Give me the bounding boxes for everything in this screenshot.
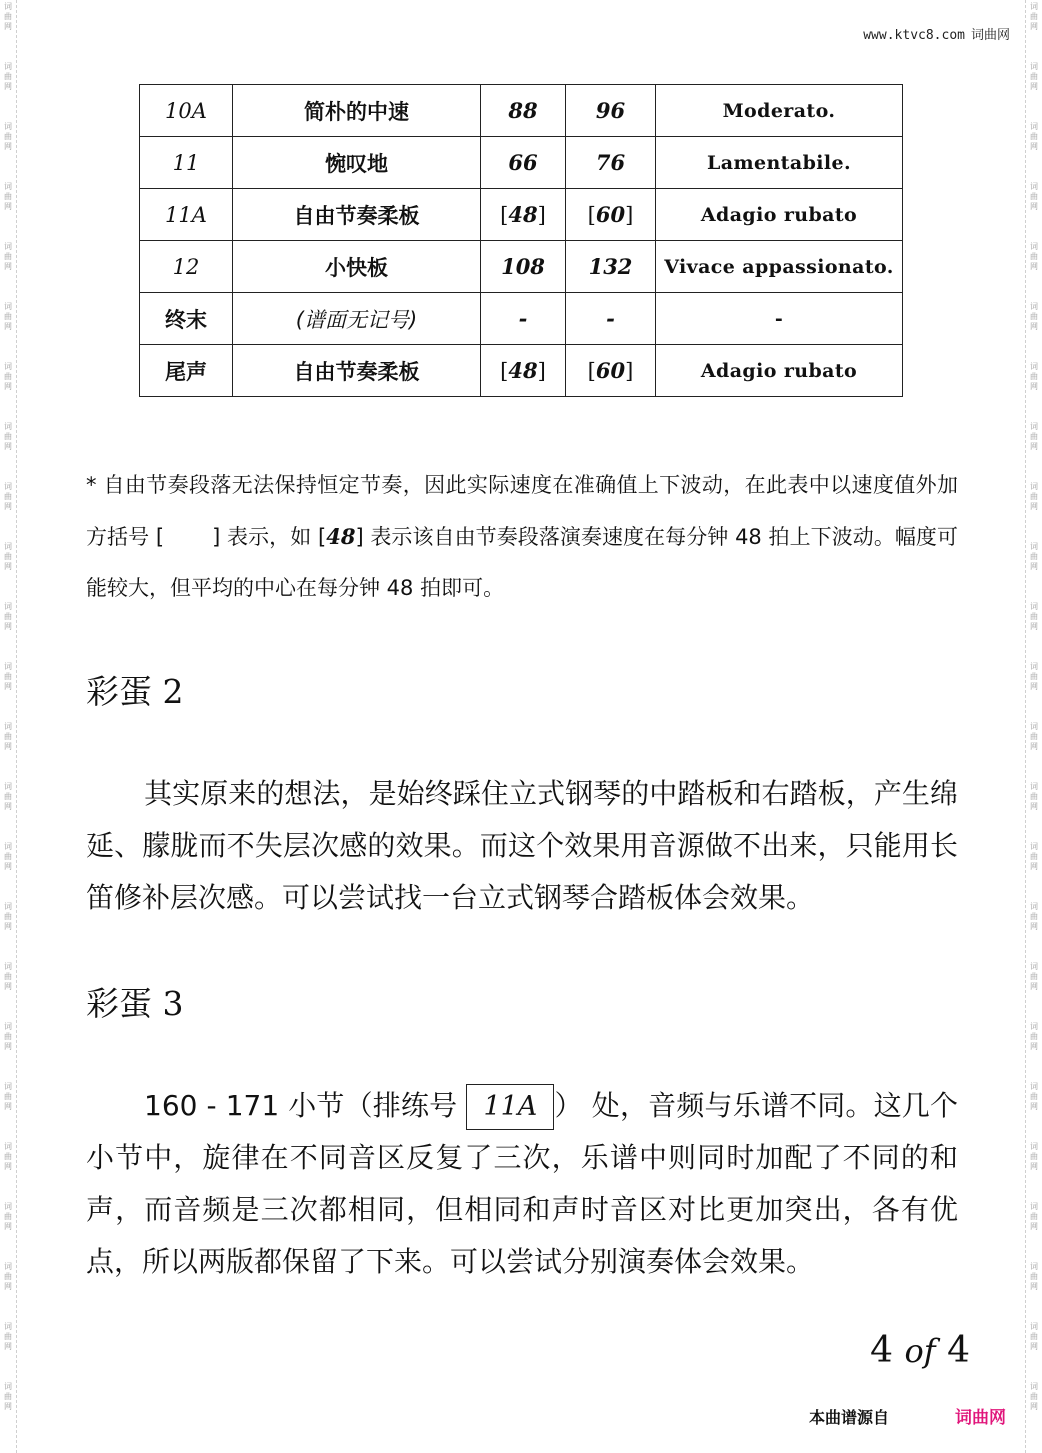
watermark-char: 词 [4, 842, 12, 851]
section-cell: 尾声 [140, 345, 233, 397]
section-cell: 11 [140, 137, 233, 189]
watermark-mark [1030, 1082, 1038, 1112]
watermark-mark [4, 1082, 12, 1112]
watermark-char: 曲 [4, 1152, 12, 1161]
bpm-low-cell-value: 48 [508, 202, 538, 227]
tempo-name-cell: 自由节奏柔板 [233, 345, 481, 397]
watermark-char: 网 [4, 562, 12, 571]
watermark-char: 曲 [1030, 492, 1038, 501]
watermark-mark [4, 542, 12, 572]
watermark-char: 词 [4, 1382, 12, 1391]
watermark-char: 词 [1030, 842, 1038, 851]
footnote-part1: * 自由节奏段落无法保持恒定节奏，因此实际速度在准确值上下波动，在此表中以速度值外加方括号 [ [86, 473, 958, 549]
watermark-char: 网 [1030, 622, 1038, 631]
watermark-char: 词 [1030, 1262, 1038, 1271]
watermark-char: 网 [4, 1162, 12, 1171]
watermark-char: 曲 [1030, 612, 1038, 621]
watermark-char: 曲 [4, 252, 12, 261]
watermark-mark [1030, 962, 1038, 992]
watermark-char: 曲 [4, 852, 12, 861]
watermark-char: 词 [1030, 62, 1038, 71]
watermark-char: 曲 [4, 792, 12, 801]
watermark-char: 词 [4, 182, 12, 191]
easter-egg-3-title: 彩蛋 3 [86, 984, 184, 1023]
watermark-mark [1030, 302, 1038, 332]
watermark-char: 曲 [1030, 72, 1038, 81]
watermark-char: 网 [1030, 142, 1038, 151]
watermark-char: 网 [4, 622, 12, 631]
watermark-char: 词 [1030, 362, 1038, 371]
watermark-char: 曲 [1030, 132, 1038, 141]
watermark-mark [1030, 842, 1038, 872]
watermark-char: 词 [1030, 722, 1038, 731]
watermark-char: 词 [1030, 542, 1038, 551]
watermark-char: 网 [1030, 22, 1038, 31]
watermark-char: 词 [1030, 782, 1038, 791]
bpm-low-cell: 108 [481, 241, 566, 293]
watermark-char: 曲 [1030, 12, 1038, 21]
watermark-char: 词 [1030, 1022, 1038, 1031]
watermark-mark [4, 662, 12, 692]
watermark-mark [1030, 482, 1038, 512]
watermark-char: 词 [1030, 482, 1038, 491]
watermark-mark [4, 182, 12, 212]
watermark-char: 词 [1030, 242, 1038, 251]
watermark-char: 词 [1030, 662, 1038, 671]
watermark-char: 曲 [4, 372, 12, 381]
tempo-name-cell: 自由节奏柔板 [233, 189, 481, 241]
bpm-low-cell: [48] [481, 189, 566, 241]
watermark-char: 网 [1030, 262, 1038, 271]
watermark-mark [1030, 422, 1038, 452]
watermark-mark [4, 422, 12, 452]
watermark-char: 曲 [4, 312, 12, 321]
watermark-char: 曲 [1030, 1392, 1038, 1401]
section-cell: 10A [140, 85, 233, 137]
watermark-mark [1030, 1142, 1038, 1172]
page-of: of [904, 1332, 936, 1370]
watermark-char: 词 [1030, 962, 1038, 971]
watermark-mark [4, 242, 12, 272]
watermark-mark [1030, 2, 1038, 32]
watermark-char: 网 [4, 262, 12, 271]
watermark-char: 曲 [1030, 1092, 1038, 1101]
watermark-char: 曲 [1030, 552, 1038, 561]
watermark-mark [4, 362, 12, 392]
watermark-char: 网 [4, 1402, 12, 1411]
watermark-mark [4, 302, 12, 332]
watermark-char: 网 [1030, 1282, 1038, 1291]
watermark-char: 曲 [1030, 1032, 1038, 1041]
watermark-char: 曲 [4, 1332, 12, 1341]
watermark-char: 曲 [4, 132, 12, 141]
watermark-char: 词 [4, 2, 12, 11]
watermark-char: 词 [4, 722, 12, 731]
watermark-mark [1030, 1022, 1038, 1052]
watermark-char: 曲 [4, 1392, 12, 1401]
watermark-mark [1030, 602, 1038, 632]
watermark-char: 网 [1030, 682, 1038, 691]
easter-egg-2-body [86, 768, 958, 924]
watermark-mark [4, 842, 12, 872]
easter-egg-2-text: 其实原来的想法，是始终踩住立式钢琴的中踏板和右踏板，产生绵延、朦胧而不失层次感的效果。而这个效果用音源做不出来，只能用长笛修补层次感。可以尝试找一台立式钢琴合踏板体会效果。 [86, 777, 958, 914]
watermark-mark [1030, 1262, 1038, 1292]
page-current: 4 [870, 1330, 894, 1371]
easter-egg-3-body [86, 1080, 958, 1288]
watermark-mark [4, 1022, 12, 1052]
bpm-low-cell: 88 [481, 85, 566, 137]
watermark-char: 网 [4, 862, 12, 871]
watermark-char: 曲 [4, 972, 12, 981]
watermark-char: 网 [1030, 562, 1038, 571]
watermark-char: 网 [4, 1102, 12, 1111]
section-cell: 12 [140, 241, 233, 293]
watermark-char: 词 [4, 782, 12, 791]
watermark-char: 曲 [1030, 972, 1038, 981]
watermark-char: 网 [1030, 82, 1038, 91]
bpm-high-cell-value: 60 [595, 202, 626, 227]
watermark-char: 网 [1030, 322, 1038, 331]
section-cell: 终末 [140, 293, 233, 345]
watermark-char: 曲 [1030, 312, 1038, 321]
watermark-char: 词 [4, 542, 12, 551]
watermark-mark [1030, 62, 1038, 92]
watermark-mark [1030, 1202, 1038, 1232]
bpm-high-cell: [60] [566, 189, 656, 241]
footnote-example: 48 [326, 524, 356, 549]
tempo-name-cell: 小快板 [233, 241, 481, 293]
watermark-char: 曲 [4, 552, 12, 561]
watermark-char: 曲 [1030, 912, 1038, 921]
watermark-char: 词 [4, 242, 12, 251]
bpm-high-cell: 76 [566, 137, 656, 189]
bpm-high-cell: 132 [566, 241, 656, 293]
watermark-char: 网 [4, 682, 12, 691]
watermark-mark [1030, 542, 1038, 572]
watermark-char: 曲 [1030, 192, 1038, 201]
bpm-low-cell-value: 48 [508, 358, 538, 383]
watermark-char: 曲 [4, 1032, 12, 1041]
watermark-char: 网 [4, 502, 12, 511]
watermark-char: 曲 [4, 432, 12, 441]
watermark-mark [1030, 1382, 1038, 1412]
watermark-char: 词 [4, 1262, 12, 1271]
watermark-mark [4, 722, 12, 752]
watermark-char: 词 [4, 62, 12, 71]
watermark-char: 曲 [1030, 1332, 1038, 1341]
watermark-char: 网 [1030, 1102, 1038, 1111]
watermark-char: 词 [1030, 1322, 1038, 1331]
tempo-term-cell: - [656, 293, 903, 345]
watermark-mark [4, 902, 12, 932]
watermark-mark [4, 2, 12, 32]
watermark-mark [4, 1322, 12, 1352]
tempo-row [140, 241, 903, 293]
watermark-char: 词 [4, 602, 12, 611]
watermark-mark [1030, 782, 1038, 812]
watermark-char: 网 [1030, 1402, 1038, 1411]
watermark-char: 词 [1030, 902, 1038, 911]
watermark-char: 曲 [4, 192, 12, 201]
watermark-mark [1030, 1322, 1038, 1352]
bpm-high-cell-value: 60 [595, 358, 626, 383]
watermark-char: 词 [4, 662, 12, 671]
tempo-term-cell: Adagio rubato [656, 189, 903, 241]
page-number [870, 1330, 970, 1371]
bpm-high-cell: - [566, 293, 656, 345]
watermark-char: 词 [1030, 422, 1038, 431]
tempo-table [139, 84, 903, 397]
watermark-char: 词 [4, 122, 12, 131]
watermark-char: 曲 [4, 1092, 12, 1101]
watermark-char: 曲 [1030, 1152, 1038, 1161]
watermark-char: 网 [4, 1042, 12, 1051]
watermark-mark [1030, 362, 1038, 392]
watermark-char: 曲 [1030, 372, 1038, 381]
section-cell: 11A [140, 189, 233, 241]
watermark-char: 词 [1030, 122, 1038, 131]
watermark-char: 词 [4, 1202, 12, 1211]
watermark-char: 曲 [4, 612, 12, 621]
watermark-char: 曲 [4, 1212, 12, 1221]
watermark-char: 词 [4, 902, 12, 911]
tempo-term-cell: Adagio rubato [656, 345, 903, 397]
watermark-char: 网 [1030, 742, 1038, 751]
page-total: 4 [947, 1330, 970, 1371]
watermark-mark [4, 1262, 12, 1292]
easter-egg-2-title: 彩蛋 2 [86, 672, 184, 711]
watermark-mark [4, 962, 12, 992]
tempo-name-cell: (谱面无记号) [233, 293, 481, 345]
tempo-row [140, 137, 903, 189]
watermark-char: 曲 [1030, 1272, 1038, 1281]
footer-source-label: 本曲谱源自 [809, 1408, 890, 1427]
watermark-char: 网 [4, 202, 12, 211]
tempo-term-cell: Vivace appassionato. [656, 241, 903, 293]
watermark-char: 曲 [1030, 432, 1038, 441]
watermark-char: 网 [1030, 382, 1038, 391]
watermark-char: 网 [4, 322, 12, 331]
watermark-char: 曲 [4, 672, 12, 681]
tempo-term-cell: Lamentabile. [656, 137, 903, 189]
watermark-char: 网 [4, 442, 12, 451]
footnote-part2: ] 表示，如 [ [212, 525, 327, 549]
rehearsal-mark-box: 11A [466, 1084, 554, 1130]
watermark-char: 曲 [1030, 1212, 1038, 1221]
watermark-char: 词 [4, 362, 12, 371]
header-site-name: 词曲网 [970, 28, 1010, 43]
watermark-char: 词 [4, 1142, 12, 1151]
watermark-char: 词 [4, 1022, 12, 1031]
watermark-char: 词 [4, 302, 12, 311]
tempo-row [140, 345, 903, 397]
watermark-char: 词 [1030, 302, 1038, 311]
header-url-text[interactable]: www.ktvc8.com [863, 28, 965, 43]
watermark-mark [4, 782, 12, 812]
left-watermark-strip [0, 0, 17, 1453]
watermark-char: 网 [1030, 922, 1038, 931]
watermark-char: 词 [1030, 1082, 1038, 1091]
watermark-mark [4, 122, 12, 152]
watermark-char: 网 [1030, 442, 1038, 451]
watermark-mark [4, 482, 12, 512]
watermark-mark [1030, 902, 1038, 932]
watermark-char: 网 [1030, 1222, 1038, 1231]
footer-source-site[interactable]: 词曲网 [955, 1408, 1006, 1428]
watermark-char: 网 [4, 802, 12, 811]
watermark-mark [4, 1382, 12, 1412]
right-watermark-strip [1025, 0, 1042, 1453]
watermark-char: 词 [1030, 602, 1038, 611]
watermark-char: 词 [1030, 1202, 1038, 1211]
watermark-char: 曲 [4, 732, 12, 741]
easter-egg-3-text-after: ） 处，音频与乐谱不同。这几个小节中，旋律在不同音区反复了三次，乐谱中则同时加配了不同的和声，而音频是三次都相同，但相同和声时音区对比更加突出，各有优点，所以两版都保留了下来。可以尝试分别演奏体会效果。 [86, 1089, 958, 1278]
tempo-term-cell: Moderato. [656, 85, 903, 137]
watermark-char: 网 [1030, 802, 1038, 811]
watermark-char: 词 [1030, 1142, 1038, 1151]
watermark-mark [4, 602, 12, 632]
watermark-mark [1030, 182, 1038, 212]
watermark-char: 网 [4, 142, 12, 151]
watermark-char: 词 [4, 482, 12, 491]
tempo-footnote [86, 460, 958, 614]
watermark-char: 网 [1030, 1342, 1038, 1351]
watermark-char: 网 [1030, 982, 1038, 991]
watermark-char: 曲 [1030, 672, 1038, 681]
watermark-mark [4, 1142, 12, 1172]
watermark-char: 网 [1030, 1042, 1038, 1051]
watermark-char: 词 [4, 1322, 12, 1331]
watermark-char: 网 [4, 742, 12, 751]
watermark-char: 词 [1030, 1382, 1038, 1391]
watermark-char: 网 [1030, 862, 1038, 871]
watermark-mark [1030, 242, 1038, 272]
watermark-char: 词 [4, 1082, 12, 1091]
footnote-part3: ] 表示该自由节奏段落演奏速度在每分钟 48 拍上下波动。幅度可能较大，但平均的中心在每分钟 48 拍即可。 [86, 525, 958, 600]
watermark-mark [1030, 122, 1038, 152]
bpm-low-cell: - [481, 293, 566, 345]
watermark-char: 词 [1030, 2, 1038, 11]
watermark-char: 曲 [4, 72, 12, 81]
watermark-mark [1030, 722, 1038, 752]
tempo-name-cell: 惋叹地 [233, 137, 481, 189]
watermark-char: 曲 [1030, 792, 1038, 801]
watermark-char: 网 [4, 82, 12, 91]
watermark-char: 曲 [1030, 732, 1038, 741]
watermark-char: 词 [4, 422, 12, 431]
watermark-char: 曲 [4, 492, 12, 501]
watermark-char: 曲 [4, 912, 12, 921]
watermark-mark [4, 62, 12, 92]
watermark-char: 网 [4, 922, 12, 931]
watermark-char: 曲 [4, 1272, 12, 1281]
watermark-char: 曲 [1030, 252, 1038, 261]
watermark-char: 网 [1030, 1162, 1038, 1171]
watermark-char: 网 [4, 382, 12, 391]
watermark-char: 网 [4, 22, 12, 31]
watermark-mark [4, 1202, 12, 1232]
watermark-char: 网 [1030, 502, 1038, 511]
watermark-char: 网 [4, 982, 12, 991]
tempo-row [140, 85, 903, 137]
watermark-char: 网 [4, 1282, 12, 1291]
watermark-char: 网 [4, 1342, 12, 1351]
watermark-char: 词 [4, 962, 12, 971]
watermark-char: 网 [1030, 202, 1038, 211]
bpm-low-cell: 66 [481, 137, 566, 189]
bpm-low-cell: [48] [481, 345, 566, 397]
tempo-row [140, 189, 903, 241]
easter-egg-3-text-before: 160 - 171 小节（排练号 [144, 1089, 458, 1122]
watermark-char: 网 [4, 1222, 12, 1231]
bpm-high-cell: 96 [566, 85, 656, 137]
watermark-mark [1030, 662, 1038, 692]
watermark-char: 曲 [1030, 852, 1038, 861]
watermark-char: 曲 [4, 12, 12, 21]
tempo-row [140, 293, 903, 345]
watermark-char: 词 [1030, 182, 1038, 191]
header-url[interactable] [863, 24, 1010, 43]
bpm-high-cell: [60] [566, 345, 656, 397]
tempo-name-cell: 简朴的中速 [233, 85, 481, 137]
